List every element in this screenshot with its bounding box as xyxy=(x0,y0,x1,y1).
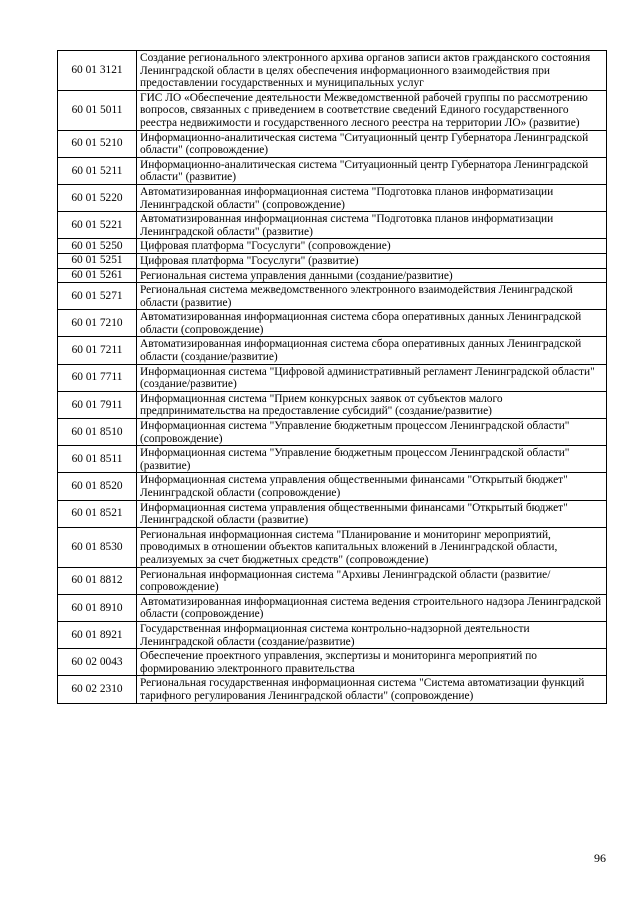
table-row xyxy=(58,157,607,184)
table-row xyxy=(58,527,607,567)
table-row xyxy=(58,130,607,157)
row-description: Информационная система управления общественными финансами "Открытый бюджет" Ленинградской области (сопровождение) xyxy=(137,473,607,500)
table-row xyxy=(58,212,607,239)
row-description: Автоматизированная информационная система ведения строительного надзора Ленинградской области (сопровождение) xyxy=(137,594,607,621)
table-row xyxy=(58,419,607,446)
row-code: 60 01 5220 xyxy=(58,184,137,211)
row-code: 60 01 5250 xyxy=(58,239,137,254)
row-description: Региональная система межведомственного электронного взаимодействия Ленинградской области (развитие) xyxy=(137,283,607,310)
table-row xyxy=(58,283,607,310)
table-row xyxy=(58,594,607,621)
row-description: Создание регионального электронного архива органов записи актов гражданского состояния Ленинградской области в целях обеспечения информационного взаимодействия при предоставлении государственных и муниципальных услуг xyxy=(137,51,607,91)
row-code: 60 01 5011 xyxy=(58,90,137,130)
row-code: 60 01 8521 xyxy=(58,500,137,527)
row-code: 60 02 2310 xyxy=(58,676,137,703)
table-row xyxy=(58,310,607,337)
row-description: Автоматизированная информационная система сбора оперативных данных Ленинградской области (создание/развитие) xyxy=(137,337,607,364)
row-code: 60 01 5210 xyxy=(58,130,137,157)
row-description: Региональная информационная система "Архивы Ленинградской области (развитие/сопровождение) xyxy=(137,567,607,594)
row-description: Информационная система управления общественными финансами "Открытый бюджет" Ленинградской области (развитие) xyxy=(137,500,607,527)
row-code: 60 01 8921 xyxy=(58,621,137,648)
row-code: 60 01 7211 xyxy=(58,337,137,364)
table-row xyxy=(58,391,607,418)
row-code: 60 01 8511 xyxy=(58,446,137,473)
row-description: Региональная система управления данными (создание/развитие) xyxy=(137,268,607,283)
row-code: 60 01 5221 xyxy=(58,212,137,239)
row-description: Информационная система "Цифровой административный регламент Ленинградской области" (создание/развитие) xyxy=(137,364,607,391)
table-row xyxy=(58,500,607,527)
row-code: 60 01 8510 xyxy=(58,419,137,446)
table-row xyxy=(58,473,607,500)
row-description: ГИС ЛО «Обеспечение деятельности Межведомственной рабочей группы по рассмотрению вопросов, связанных с приведением в соответствие сведений Единого государственного реестра недвижимости и государственного лесного реестра на территории ЛО» (развитие) xyxy=(137,90,607,130)
row-code: 60 01 8812 xyxy=(58,567,137,594)
table-row xyxy=(58,446,607,473)
row-description: Цифровая платформа "Госуслуги" (сопровождение) xyxy=(137,239,607,254)
row-code: 60 02 0043 xyxy=(58,649,137,676)
row-description: Цифровая платформа "Госуслуги" (развитие) xyxy=(137,253,607,268)
table-row xyxy=(58,567,607,594)
row-description: Информационная система "Управление бюджетным процессом Ленинградской области" (сопровождение) xyxy=(137,419,607,446)
row-code: 60 01 7911 xyxy=(58,391,137,418)
table-row xyxy=(58,239,607,254)
table-row xyxy=(58,364,607,391)
row-code: 60 01 5211 xyxy=(58,157,137,184)
row-description: Автоматизированная информационная система "Подготовка планов информатизации Ленинградской области" (сопровождение) xyxy=(137,184,607,211)
row-description: Автоматизированная информационная система сбора оперативных данных Ленинградской области (сопровождение) xyxy=(137,310,607,337)
row-description: Региональная государственная информационная система "Система автоматизации функций тарифного регулирования Ленинградской области" (сопровождение) xyxy=(137,676,607,703)
row-description: Информационная система "Управление бюджетным процессом Ленинградской области" (развитие) xyxy=(137,446,607,473)
table-row xyxy=(58,253,607,268)
row-description: Региональная информационная система "Планирование и мониторинг мероприятий, проводимых в отношении объектов капитальных вложений в Ленинградской области, реализуемых за счет бюджетных средств" (сопровождение) xyxy=(137,527,607,567)
row-code: 60 01 8520 xyxy=(58,473,137,500)
row-description: Информационная система "Прием конкурсных заявок от субъектов малого предпринимательства на предоставление субсидий" (создание/развитие) xyxy=(137,391,607,418)
row-code: 60 01 3121 xyxy=(58,51,137,91)
row-description: Автоматизированная информационная система "Подготовка планов информатизации Ленинградской области" (развитие) xyxy=(137,212,607,239)
row-code: 60 01 8530 xyxy=(58,527,137,567)
table-body xyxy=(58,51,607,704)
row-description: Информационно-аналитическая система "Ситуационный центр Губернатора Ленинградской области" (развитие) xyxy=(137,157,607,184)
row-code: 60 01 5251 xyxy=(58,253,137,268)
row-code: 60 01 7711 xyxy=(58,364,137,391)
table-row xyxy=(58,676,607,703)
table-row xyxy=(58,90,607,130)
table-row xyxy=(58,184,607,211)
row-description: Государственная информационная система контрольно-надзорной деятельности Ленинградской области (создание/развитие) xyxy=(137,621,607,648)
table-row xyxy=(58,268,607,283)
codes-table xyxy=(57,50,607,704)
row-code: 60 01 5271 xyxy=(58,283,137,310)
row-code: 60 01 5261 xyxy=(58,268,137,283)
row-description: Обеспечение проектного управления, экспертизы и мониторинга мероприятий по формированию электронного правительства xyxy=(137,649,607,676)
page-number: 96 xyxy=(594,851,606,865)
table-row xyxy=(58,621,607,648)
row-code: 60 01 7210 xyxy=(58,310,137,337)
row-description: Информационно-аналитическая система "Ситуационный центр Губернатора Ленинградской области" (сопровождение) xyxy=(137,130,607,157)
table-row xyxy=(58,51,607,91)
table-row xyxy=(58,337,607,364)
table-row xyxy=(58,649,607,676)
row-code: 60 01 8910 xyxy=(58,594,137,621)
